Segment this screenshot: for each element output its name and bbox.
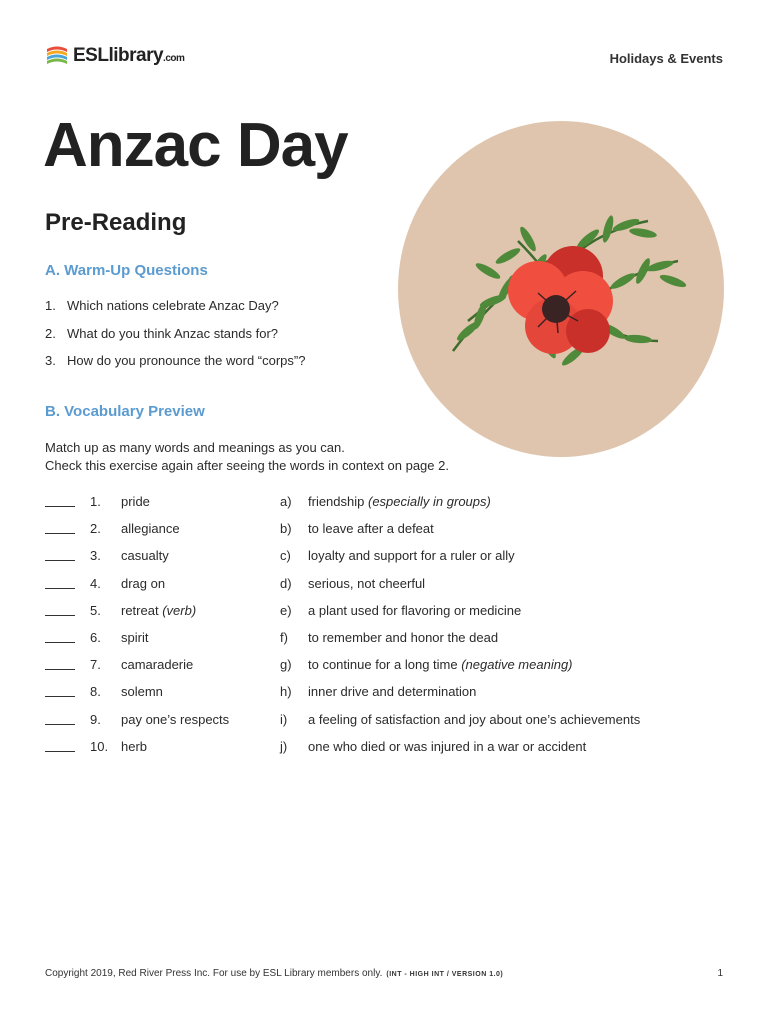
vocab-definition: inner drive and determination — [308, 684, 477, 700]
vocab-word: pay one’s respects — [121, 711, 230, 727]
vocab-definition: to continue for a long time (negative meaning) — [308, 657, 573, 673]
category-label: Holidays & Events — [609, 51, 723, 66]
vocab-word: herb — [121, 738, 148, 754]
answer-blank[interactable] — [45, 588, 75, 589]
poppy-illustration — [398, 121, 724, 457]
section-subtitle: Pre-Reading — [45, 209, 187, 236]
answer-blank[interactable] — [45, 560, 75, 561]
answer-blank[interactable] — [45, 642, 75, 643]
answer-blank[interactable] — [45, 751, 75, 752]
vocab-definition: a feeling of satisfaction and joy about one’s achievements — [308, 711, 641, 727]
vocabulary-heading: B. Vocabulary Preview — [45, 403, 205, 420]
vocab-definition: to leave after a defeat — [308, 521, 434, 537]
warmup-question-list — [45, 298, 305, 381]
answer-blank[interactable] — [45, 506, 75, 507]
vocab-word: drag on — [121, 575, 166, 591]
vocab-definition: loyalty and support for a ruler or ally — [308, 548, 515, 564]
answer-blank[interactable] — [45, 724, 75, 725]
vocab-word: retreat (verb) — [121, 602, 197, 618]
page-number: 1 — [717, 968, 723, 979]
answer-blank[interactable] — [45, 615, 75, 616]
answer-blank[interactable] — [45, 696, 75, 697]
vocab-definition: friendship (especially in groups) — [308, 494, 491, 509]
vocabulary-instructions: Match up as many words and meanings as you can. Check this exercise again after seeing the words in context on page 2. — [45, 440, 449, 473]
vocab-word: camaraderie — [121, 657, 194, 673]
vocab-word: pride — [121, 494, 150, 509]
logo-text: ESLlibrary.com — [73, 45, 185, 66]
vocab-definition: one who died or was injured in a war or accident — [308, 738, 587, 754]
vocab-word: solemn — [121, 684, 163, 700]
esl-library-logo — [45, 44, 184, 68]
footer-copyright: Copyright 2019, Red River Press Inc. For use by ESL Library members only. (INT - HIGH INT / VERSION 1.0) — [45, 968, 504, 979]
answer-blank[interactable] — [45, 669, 75, 670]
logo-icon — [45, 44, 69, 68]
vocab-definition: serious, not cheerful — [308, 575, 426, 591]
question-item: 1. Which nations celebrate Anzac Day? — [45, 298, 279, 313]
page-title: Anzac Day — [43, 111, 348, 180]
question-item: 2. What do you think Anzac stands for? — [45, 325, 279, 341]
answer-blank[interactable] — [45, 533, 75, 534]
poppy-image — [398, 121, 724, 457]
vocab-definition: to remember and honor the dead — [308, 629, 499, 645]
level-label: (INT - HIGH INT / VERSION 1.0) — [386, 971, 504, 978]
warmup-heading: A. Warm-Up Questions — [45, 262, 208, 279]
question-item: 3. How do you pronounce the word “corps”? — [45, 353, 306, 368]
vocab-word: spirit — [121, 629, 149, 645]
vocab-word: allegiance — [121, 521, 180, 537]
vocab-definition: a plant used for flavoring or medicine — [308, 602, 522, 618]
vocab-word: casualty — [121, 548, 169, 564]
